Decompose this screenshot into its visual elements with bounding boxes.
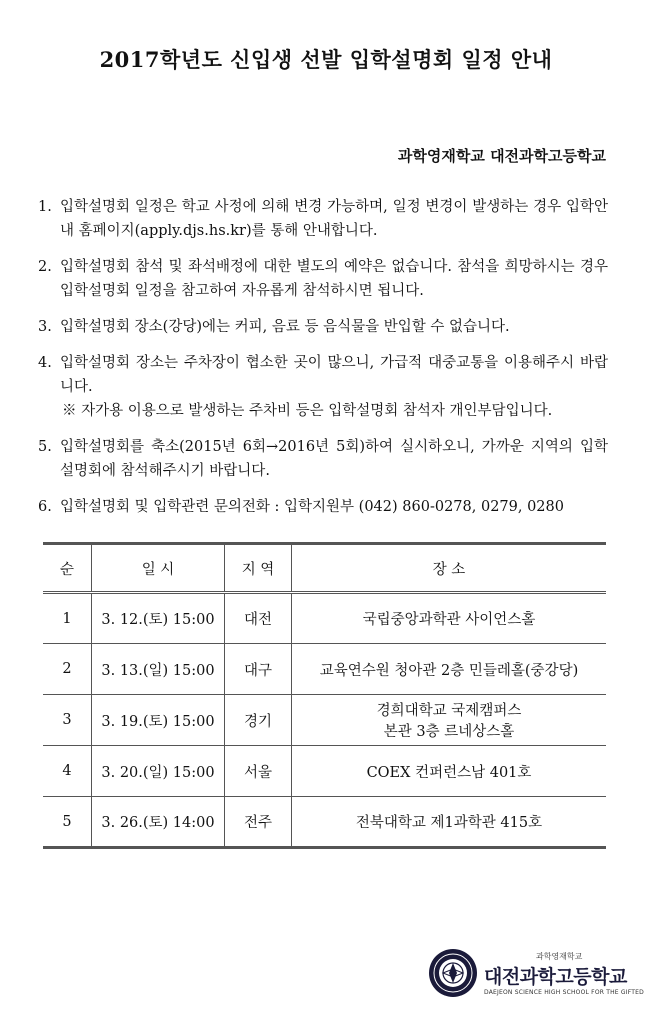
notice-number: 4.	[38, 355, 52, 371]
notice-item	[38, 255, 608, 303]
table-row	[43, 797, 606, 848]
notice-number: 5.	[38, 439, 52, 455]
notice-number: 3.	[38, 319, 52, 335]
table-row	[43, 593, 606, 644]
notice-text: 입학설명회 장소(강당)에는 커피, 음료 등 음식물을 반입할 수 없습니다.	[60, 319, 510, 335]
row-place: 교육연수원 청아관 2층 민들레홀(중강당)	[292, 644, 607, 695]
row-region: 경기	[225, 695, 292, 746]
notice-number: 2.	[38, 259, 52, 275]
notice-list	[38, 195, 608, 531]
school-name: 과학영재학교 대전과학고등학교	[397, 147, 606, 165]
notice-text: 입학설명회 및 입학관련 문의전화 : 입학지원부 (042) 860-0278, 0279, 0280	[60, 499, 564, 515]
table-row	[43, 746, 606, 797]
row-datetime: 3. 12.(토) 15:00	[92, 593, 225, 644]
notice-main-text: 입학설명회 장소는 주차장이 협소한 곳이 많으니, 가급적 대중교통을 이용해주시 바랍니다.	[60, 355, 608, 395]
row-place-line2: 본관 3층 르네상스홀	[383, 724, 515, 740]
logo-small-text: 과학영재학교	[536, 951, 583, 961]
notice-item	[38, 435, 608, 483]
page-title: 2017학년도 신입생 선발 입학설명회 일정 안내	[99, 47, 553, 72]
row-datetime: 3. 26.(토) 14:00	[92, 797, 225, 848]
table-header-row	[43, 544, 606, 593]
school-logo	[428, 948, 644, 998]
row-datetime: 3. 20.(일) 15:00	[92, 746, 225, 797]
notice-number: 1.	[38, 199, 52, 215]
row-num: 1	[43, 593, 92, 644]
row-region: 서울	[225, 746, 292, 797]
logo-main-text: 대전과학고등학교	[484, 965, 627, 988]
row-datetime: 3. 19.(토) 15:00	[92, 695, 225, 746]
notice-text: 입학설명회를 축소(2015년 6회→2016년 5회)하여 실시하오니, 가까운 지역의 입학 설명회에 참석해주시기 바랍니다.	[60, 439, 608, 479]
notice-text: 입학설명회 일정은 학교 사정에 의해 변경 가능하며, 일정 변경이 발생하는 경우 입학안내 홈페이지(apply.djs.hs.kr)를 통해 안내합니다.	[60, 199, 608, 239]
row-place-line1: 경희대학교 국제캠퍼스	[376, 703, 522, 719]
row-num: 5	[43, 797, 92, 848]
notice-number: 6.	[38, 499, 52, 515]
notice-item	[38, 315, 608, 339]
row-region: 대구	[225, 644, 292, 695]
notice-text: 입학설명회 참석 및 좌석배정에 대한 별도의 예약은 없습니다. 참석을 희망하시는 경우 입학설명회 일정을 참고하여 자유롭게 참석하시면 됩니다.	[60, 259, 608, 299]
schedule-table	[43, 542, 606, 849]
notice-subnote: ※ 자가용 이용으로 발생하는 주차비 등은 입학설명회 참석자 개인부담입니다.	[62, 403, 553, 419]
row-num: 4	[43, 746, 92, 797]
table-row	[43, 695, 606, 746]
row-region: 대전	[225, 593, 292, 644]
row-place	[292, 695, 607, 746]
row-datetime: 3. 13.(일) 15:00	[92, 644, 225, 695]
header-datetime: 일 시	[92, 544, 225, 593]
row-place: COEX 컨퍼런스남 401호	[292, 746, 607, 797]
table-row	[43, 644, 606, 695]
notice-text	[60, 351, 608, 423]
row-place: 국립중앙과학관 사이언스홀	[292, 593, 607, 644]
row-num: 2	[43, 644, 92, 695]
row-num: 3	[43, 695, 92, 746]
header-region: 지 역	[225, 544, 292, 593]
logo-text	[484, 951, 644, 996]
notice-item	[38, 495, 608, 519]
logo-english-text: DAEJEON SCIENCE HIGH SCHOOL FOR THE GIFTED	[484, 988, 644, 996]
header-place: 장 소	[292, 544, 607, 593]
row-place: 전북대학교 제1과학관 415호	[292, 797, 607, 848]
notice-item	[38, 195, 608, 243]
row-region: 전주	[225, 797, 292, 848]
notice-item	[38, 351, 608, 423]
header-num: 순	[43, 544, 92, 593]
school-seal-icon	[428, 948, 478, 998]
